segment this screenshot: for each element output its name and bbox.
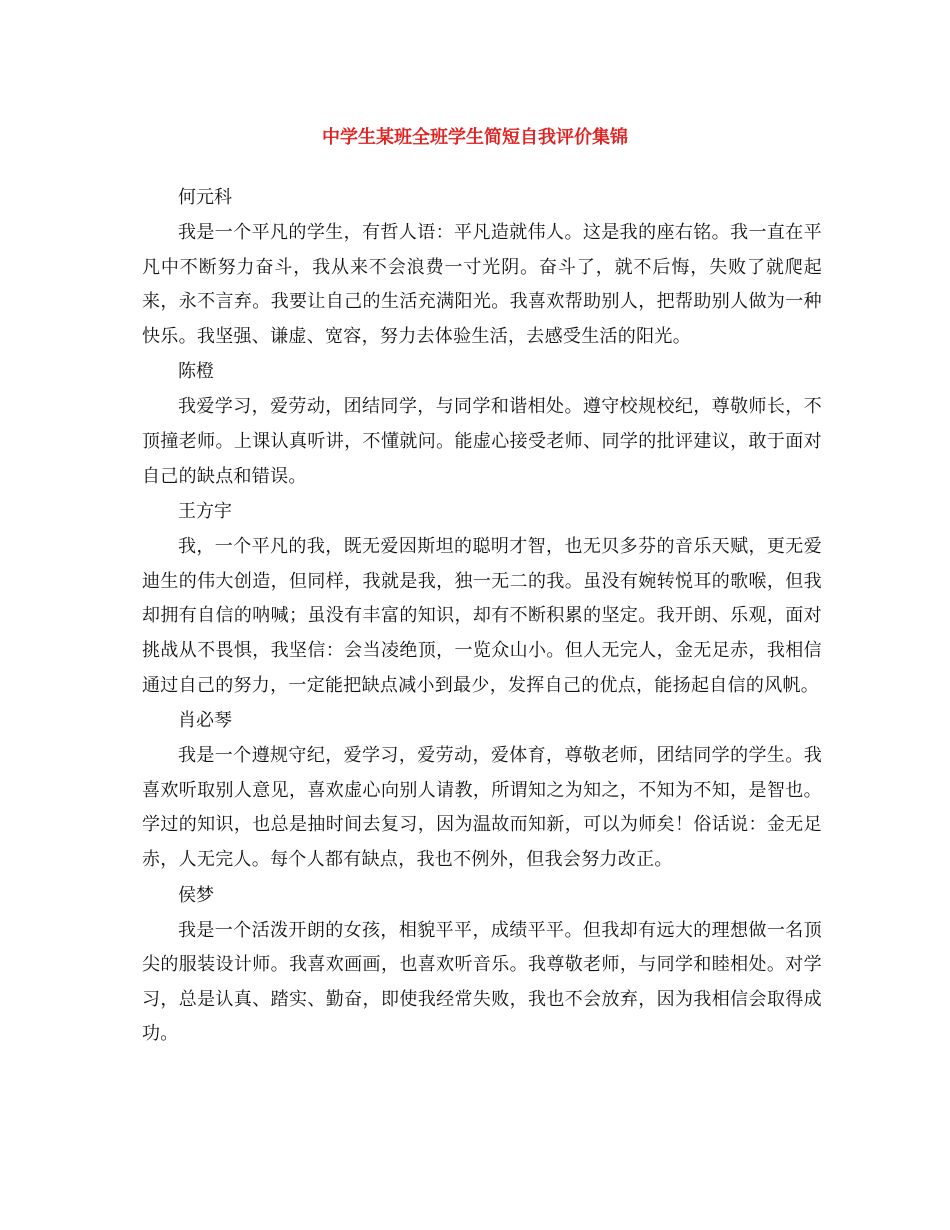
- self-evaluation-text: 我是一个遵规守纪，爱学习，爱劳动，爱体育，尊敬老师，团结同学的学生。我喜欢听取别人意见，喜欢虚心向别人请教，所谓知之为知之，不知为不知，是智也。学过的知识，也总是抽时间去复习，因为温故而知新，可以为师矣！俗话说：金无足赤，人无完人。每个人都有缺点，我也不例外，但我会努力改正。: [142, 745, 822, 870]
- self-evaluation-text: 我是一个平凡的学生，有哲人语：平凡造就伟人。这是我的座右铭。我一直在平凡中不断努力奋斗，我从来不会浪费一寸光阴。奋斗了，就不后悔，失败了就爬起来，永不言弃。我要让自己的生活充满阳光。我喜欢帮助别人，把帮助别人做为一种快乐。我坚强、谦虚、宽容，努力去体验生活，去感受生活的阳光。: [142, 222, 822, 347]
- entry-he-yuanke: [142, 180, 822, 354]
- entry-wang-fangyu: [142, 494, 822, 703]
- entry-hou-meng: [142, 878, 822, 1052]
- self-evaluation-text: 我爱学习，爱劳动，团结同学，与同学和谐相处。遵守校规校纪，尊敬师长，不顶撞老师。上课认真听讲，不懂就问。能虚心接受老师、同学的批评建议，敢于面对自己的缺点和错误。: [142, 396, 822, 487]
- entry-chen-cheng: [142, 354, 822, 494]
- self-evaluation-text: 我，一个平凡的我，既无爱因斯坦的聪明才智，也无贝多芬的音乐天赋，更无爱迪生的伟大创造，但同样，我就是我，独一无二的我。虽没有婉转悦耳的歌喉，但我却拥有自信的呐喊；虽没有丰富的知识，却有不断积累的坚定。我开朗、乐观，面对挑战从不畏惧，我坚信：会当凌绝顶，一览众山小。但人无完人，金无足赤，我相信通过自己的努力，一定能把缺点减小到最少，发挥自己的优点，能扬起自信的风帆。: [142, 536, 822, 696]
- self-evaluation-text: 我是一个活泼开朗的女孩，相貌平平，成绩平平。但我却有远大的理想做一名顶尖的服装设计师。我喜欢画画，也喜欢听音乐。我尊敬老师，与同学和睦相处。对学习，总是认真、踏实、勤奋，即使我经常失败，我也不会放弃，因为我相信会取得成功。: [142, 919, 822, 1045]
- document-body: [142, 180, 822, 1052]
- student-name: 何元科: [178, 187, 232, 208]
- document-title: 中学生某班全班学生简短自我评价集锦: [322, 127, 628, 148]
- student-name: 肖必琴: [178, 710, 232, 732]
- student-name: 王方宇: [178, 501, 232, 523]
- entry-xiao-biqin: [142, 703, 822, 877]
- student-name: 陈橙: [178, 361, 214, 383]
- student-name: 侯梦: [178, 884, 214, 906]
